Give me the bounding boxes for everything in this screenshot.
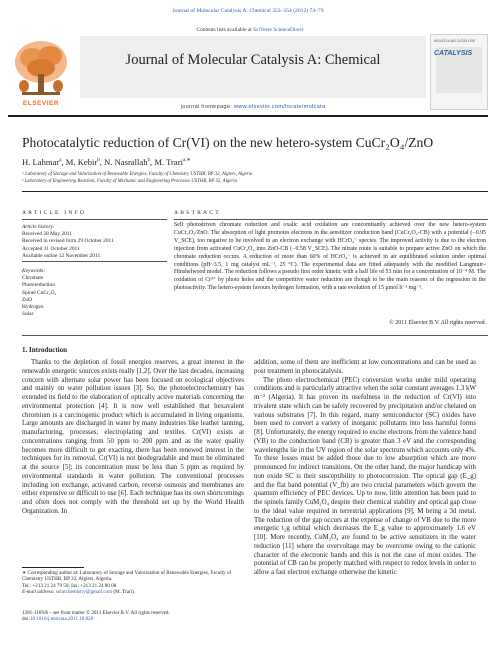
history-entry: Available online 12 November 2011 <box>22 252 101 259</box>
author-affiliation-mark: b <box>147 158 151 164</box>
journal-cover-thumbnail <box>430 34 488 110</box>
paragraph-continuation: addition, some of them are inefficient at low concentrations and can be used as post treatment in photocatalysis. <box>254 359 476 375</box>
keyword: Photoreduction <box>22 282 55 289</box>
abstract-rule <box>174 219 488 220</box>
paragraph: The photo electrochemical (PEC) conversion works under mild operating conditions and is particularly attractive when the solar constant averages 1.3 kW m⁻² (Algeria). It has proven its usefulness in the reduction of Cr(VI) into trivalent state which can be safely recovered by precipitation and/or chelated on various substrates [7]. In this regard, many semiconductor (SC) oxides have been used to convert a variety of inorganic pollutants into less harmful forms [8]. Unfortunately, the energy required to excite electrons from the valence band (VB) to the conduction band (CB) is greater than 3 eV and the corresponding wavelengths lie in the UV region of the solar spectrum which accounts only 4%. To these losses must be added those due to low absorption which are more pronounced for indirect transitions. On the other hand, the major handicap with non oxide SC is their susceptibility to photocorrosion. The optical gap (E_g) and the flat band potential (V_fb) are two crucial parameters which govern the quantum efficiency of PEC devices. Up to now, little attention has been paid to the spinels family CuM₂O₄ despite their chemical stability and optical gap close to the ideal value required in terrestrial applications [9], M being a 3d metal. The reduction of the gap occurs at the expense of change of VB due to the more energetic t₂g orbital which decreases the E_g value to approximately 1.6 eV [10]. More recently, CuM₂O₄ are found to be active sensitizers in the water reduction [11] where the overvoltage may be overcome owing to the cationic character of the electronic bands and this is not the case of most oxides. The potential of CB can be properly matched with respect to redox levels in order to allow a fast electron exchange otherwise the kinetic <box>254 376 476 576</box>
keyword: Spinel CuCr₂O₄ <box>22 289 57 296</box>
affiliation-a: ᵃ Laboratory of Storage and Valorization of Renewable Energies, Faculty of Chemistry USTHB, BP 32, Algiers, Algeria <box>22 172 253 177</box>
paragraph: Thanks to the depletion of fossil energies reserves, a great interest in the renewable energetic sources exists really [1,2]. Over the last decades, increasing concern with alternate solar power has been focused on ecological objectives and mainly on water pollution issues [3]. So, the photoelectrochemistry has extended its field to the elaboration of optically active materials concerning the environmental protection [4]. It is now well established that hexavalent chromium is a carcinogenic product which is accumulated in living organisms. Large amounts are discharged in water by many industries like leather tanning, manufacturing, processes, electroplating and textiles. Cr(VI) exists at concentrations ranging from 50 ppm to 200 ppm and as the water quality becomes more difficult to get exacting, there has been renewed interest in the techniques for its removal. Cr(VI) is not biodegradable and must be eliminated at the source [5]; its concentration must be less than 5 ppm as required by environmental standards in water pollution. The conventional processes including ion exchange, activated carbon, reverse osmosis and membranes are either expensive or difficult to use [6]. Each technique has its own shortcomings and often does not comply with the threshold set up by the World Health Organization. In <box>22 359 244 515</box>
author-name: H. Lahmar <box>22 157 60 167</box>
email-label: E-mail address: <box>22 589 56 596</box>
article-history <box>22 224 168 260</box>
issn-doi-block <box>22 610 244 623</box>
email-link[interactable]: solarchemistry@gmail.com <box>55 589 113 596</box>
journal-title: Journal of Molecular Catalysis A: Chemical <box>125 52 381 68</box>
history-entry: Accepted 31 October 2011 <box>22 245 80 252</box>
doi-line <box>22 616 244 622</box>
keyword: Chromate <box>22 275 44 282</box>
journal-homepage <box>80 104 426 110</box>
elsevier-tree-logo <box>8 36 74 102</box>
article-info-rule <box>22 219 167 220</box>
history-entry: Received 28 May 2011 <box>22 231 72 238</box>
abstract-heading: ABSTRACT <box>174 210 221 216</box>
title-rule <box>22 191 488 192</box>
publisher-name: ELSEVIER <box>22 100 60 107</box>
email-suffix: (M. Trari). <box>112 589 136 596</box>
body-column-right <box>254 359 476 578</box>
footnote-corresponding-author <box>22 570 244 596</box>
author-name: M. Trari <box>154 157 183 167</box>
journal-reference: Journal of Molecular Catalysis A: Chemical 353–354 (2012) 74–79 <box>172 8 324 14</box>
paper-title: Photocatalytic reduction of Cr(VI) on the new hetero-system CuCr₂O₄/ZnO <box>22 135 434 150</box>
cover-top-text: MOLECULAR CATALYSIS <box>434 39 476 43</box>
doi-prefix: doi: <box>22 616 30 623</box>
author-affiliation-mark: a <box>59 158 62 164</box>
keywords-rule <box>22 261 167 262</box>
keyword: Solar <box>22 311 34 318</box>
sciencedirect-link[interactable]: SciVerse ScienceDirect <box>253 27 304 33</box>
abstract-text: Self photodriven chromate reduction and oxalic acid oxidation are concomitantly achieved over the new hetero-system CuCr₂O₄/ZnO. The absorption of light promotes electrons in the sensitizer conduction band (CuCr₂O₄-CB) with a potential (−0.95 V_SCE), too negative to be involved in an electron exchange with HCrO₄⁻ species. The improved activity is due to the electron injection from activated CuCr₂O₄ into ZnO-CB (−0.58 V_SCE). The nitrate route is suitable to prepare active ZnO on which the chromate reduction occurs. A reduction of more than 60% of HCrO₄⁻ is achieved in air equilibrated solution under optimal conditions (pH~3.5, 1 mg catalyst mL⁻¹, 25 °C). The experimental data are fitted adequately with the modified Langmuir–Hinshelwood model. The reduction follows a pseudo first order kinetic with a half life of 53 min for a concentration of 10⁻⁴ M. The oxidation of Cr³⁺ by photo holes and the competitive water reduction are though to be the main reasons of the regression in the photoactivity. The hetero-system favours hydrogen formation, with a rate evolution of 15 μmol h⁻¹ mg⁻¹. <box>174 222 486 292</box>
homepage-prefix: journal homepage: <box>180 104 234 110</box>
article-info-heading: ARTICLE INFO <box>22 210 87 216</box>
tel-fax: Tel.: +213 21 24 79 50; fax: +213 21 24 80 08. <box>22 582 118 589</box>
article-history-label: Article history: <box>22 224 55 230</box>
keyword: Hydrogen <box>22 304 44 311</box>
author-affiliation-mark: a,∗ <box>182 158 191 164</box>
keywords-label: Keywords: <box>22 268 46 274</box>
footnote-rule <box>22 567 84 568</box>
author-name: M. Kebir <box>65 157 98 167</box>
author-name: N. Nasrallah <box>104 157 148 167</box>
homepage-url[interactable]: www.elsevier.com/locate/molcata <box>233 104 326 110</box>
header-rule <box>8 115 488 117</box>
section-heading-introduction: 1. Introduction <box>22 346 67 354</box>
copyright-notice: © 2011 Elsevier B.V. All rights reserved. <box>389 320 486 326</box>
issn-line: 1381-1169/$ – see front matter © 2011 Elsevier B.V. All rights reserved. <box>22 610 170 616</box>
author-affiliation-mark: b <box>97 158 100 164</box>
contents-line <box>150 27 350 33</box>
author-list: H. Lahmar$^a$, M. Kebir$^b$, N. Nasrallah$^b$, M. Trari$^{a,∗}$ <box>22 157 191 167</box>
front-matter-rule <box>22 335 488 336</box>
history-entry: Received in revised form 29 October 2011 <box>22 238 114 245</box>
keywords <box>22 268 168 318</box>
email-line <box>22 589 244 595</box>
body-column-left <box>22 359 244 517</box>
keyword: ZnO <box>22 296 32 303</box>
corresponding-author-note: ∗ Corresponding author at: Laboratory of Storage and Valorization of Renewable Energies, Faculty of Chemistry USTHB, BP 32, Algiers, Algeria. <box>22 570 232 583</box>
doi-link[interactable]: 10.1016/j.molcata.2011.10.026 <box>29 616 94 623</box>
contents-prefix: Contents lists available at <box>196 27 254 33</box>
cover-big-text: CATALYSIS <box>434 50 473 57</box>
affiliation-b: ᵇ Laboratory of Engineering Reaction, Faculty of Mechanic and Engineering Processes USTHB, BP 32, Algeria <box>22 179 238 184</box>
